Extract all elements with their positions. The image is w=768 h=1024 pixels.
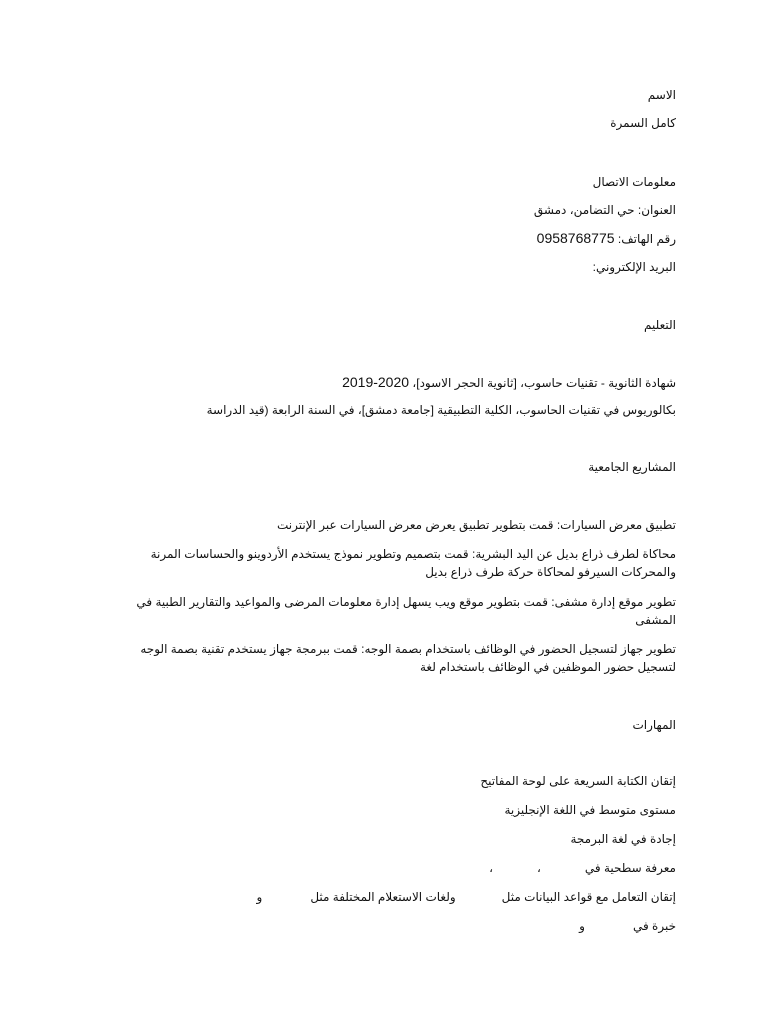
databases-start: إتقان التعامل مع قواعد البيانات مثل (501, 890, 676, 904)
comma: ، (489, 861, 493, 875)
databases-mid: ولغات الاستعلام المختلفة مثل (310, 890, 456, 904)
and-word: و (579, 919, 585, 933)
project-item: تطوير جهاز لتسجيل الحضور في الوظائف باستخدام بصمة الوجه: قمت ببرمجة جهاز يستخدم تقنية بصمة الوجه لتسجيل حضور الموظفين في الوظائف باستخدام لغة (140, 642, 676, 674)
project-item: تطبيق معرض السيارات: قمت بتطوير تطبيق يعرض معرض السيارات عبر الإنترنت (277, 518, 676, 532)
contact-email: البريد الإلكتروني: (592, 260, 676, 274)
project-item: تطوير موقع إدارة مشفى: قمت بتطوير موقع ويب يسهل إدارة معلومات المرضى والمواعيد والتقارير الطبية في المشفى (136, 595, 676, 627)
education-bachelor: بكالوريوس في تقنيات الحاسوب، الكلية التطبيقية [جامعة دمشق]، في السنة الرابعة (قيد الدراسة (206, 403, 676, 417)
projects-heading: المشاريع الجامعية (588, 460, 676, 474)
experience-text: خبرة في (632, 919, 676, 933)
skill-programming: إجادة في لغة البرمجة (570, 832, 676, 846)
skill-experience (579, 917, 676, 935)
skill-surface-knowledge (489, 859, 676, 877)
education-highschool (342, 373, 676, 392)
name-heading: الاسم (647, 88, 676, 102)
comma: ، (537, 861, 541, 875)
contact-address: العنوان: حي التضامن، دمشق (533, 203, 676, 217)
highschool-years: 2019-2020 (342, 374, 410, 390)
and-word: و (256, 890, 263, 904)
phone-number: 0958768775 (536, 230, 615, 246)
skill-typing: إتقان الكتابة السريعة على لوحة المفاتيح (480, 774, 676, 788)
phone-label: رقم الهاتف: (614, 232, 676, 246)
contact-heading: معلومات الاتصال (592, 175, 676, 189)
highschool-text: شهادة الثانوية - تقنيات حاسوب، [ثانوية الحجر الاسود]، (409, 376, 676, 390)
skills-heading: المهارات (632, 718, 676, 732)
skill-english: مستوى متوسط في اللغة الإنجليزية (504, 803, 676, 817)
project-item: محاكاة لطرف ذراع بديل عن اليد البشرية: قمت بتصميم وتطوير نموذج يستخدم الأردوينو والحساسات المرنة والمحركات السيرفو لمحاكاة حركة طرف ذراع بديل (150, 547, 676, 579)
surface-knowledge-text: معرفة سطحية في (584, 861, 676, 875)
education-heading: التعليم (644, 318, 676, 332)
contact-phone (537, 229, 676, 248)
name-value: كامل السمرة (610, 116, 676, 130)
skill-databases (257, 888, 676, 906)
